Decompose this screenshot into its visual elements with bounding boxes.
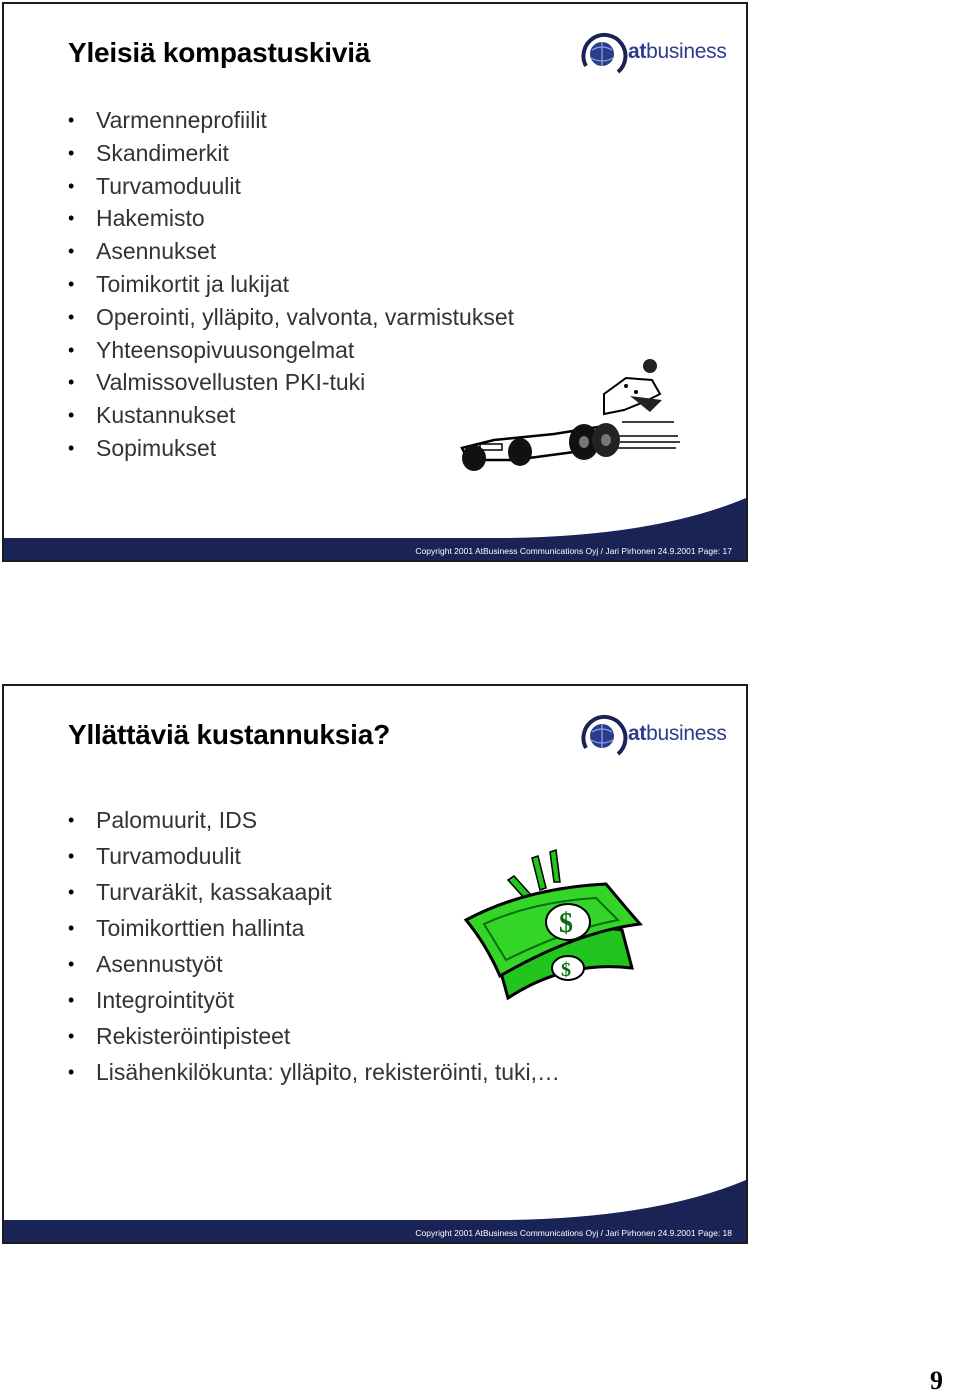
list-item: • Sopimukset — [68, 432, 514, 465]
footer-bar — [4, 1220, 746, 1242]
svg-text:$: $ — [561, 959, 571, 981]
slide-title: Yleisiä kompastuskiviä — [68, 37, 371, 68]
list-item: • Hakemisto — [68, 202, 514, 235]
list-item: • Integrointityöt — [68, 982, 560, 1018]
footer-copyright: Copyright 2001 AtBusiness Communications Oyj / Jari Pirhonen 24.9.2001 Page: 17 — [415, 546, 732, 556]
list-item: • Asennukset — [68, 235, 514, 268]
list-item: • Yhteensopivuusongelmat — [68, 334, 514, 367]
logo-wordmark: atbusiness — [628, 722, 727, 745]
footer-copyright: Copyright 2001 AtBusiness Communications Oyj / Jari Pirhonen 24.9.2001 Page: 18 — [415, 1228, 732, 1238]
race-car-crash-icon — [454, 356, 684, 474]
list-item: • Toimikorttien hallinta — [68, 910, 560, 946]
logo-wordmark: atbusiness — [628, 40, 727, 63]
footer-wedge — [506, 1180, 746, 1220]
list-item: • Varmenneprofiilit — [68, 104, 514, 137]
globe-icon — [580, 710, 628, 764]
svg-text:$: $ — [559, 908, 573, 939]
slide-title: Yllättäviä kustannuksia? — [68, 719, 390, 750]
list-item: • Kustannukset — [68, 399, 514, 432]
list-item: • Rekisteröintipisteet — [68, 1018, 560, 1054]
atbusiness-logo — [580, 28, 730, 82]
globe-icon — [580, 28, 628, 82]
list-item: • Turvaräkit, kassakaapit — [68, 874, 560, 910]
atbusiness-logo — [580, 710, 730, 764]
footer-wedge — [506, 498, 746, 538]
list-item: • Asennustyöt — [68, 946, 560, 982]
list-item: • Turvamoduulit — [68, 170, 514, 203]
page-number: 9 — [930, 1366, 943, 1395]
list-item: • Valmissovellusten PKI-tuki — [68, 366, 514, 399]
slide-17 — [2, 2, 748, 562]
list-item: • Palomuurit, IDS — [68, 802, 560, 838]
footer-bar — [4, 538, 746, 560]
bullet-list — [68, 104, 514, 465]
list-item: • Toimikortit ja lukijat — [68, 268, 514, 301]
slide-18 — [2, 684, 748, 1244]
list-item: • Turvamoduulit — [68, 838, 560, 874]
list-item: • Operointi, ylläpito, valvonta, varmistukset — [68, 301, 514, 334]
flying-money-icon — [456, 848, 652, 1012]
list-item: • Skandimerkit — [68, 137, 514, 170]
list-item: • Lisähenkilökunta: ylläpito, rekisteröinti, tuki,… — [68, 1054, 560, 1090]
